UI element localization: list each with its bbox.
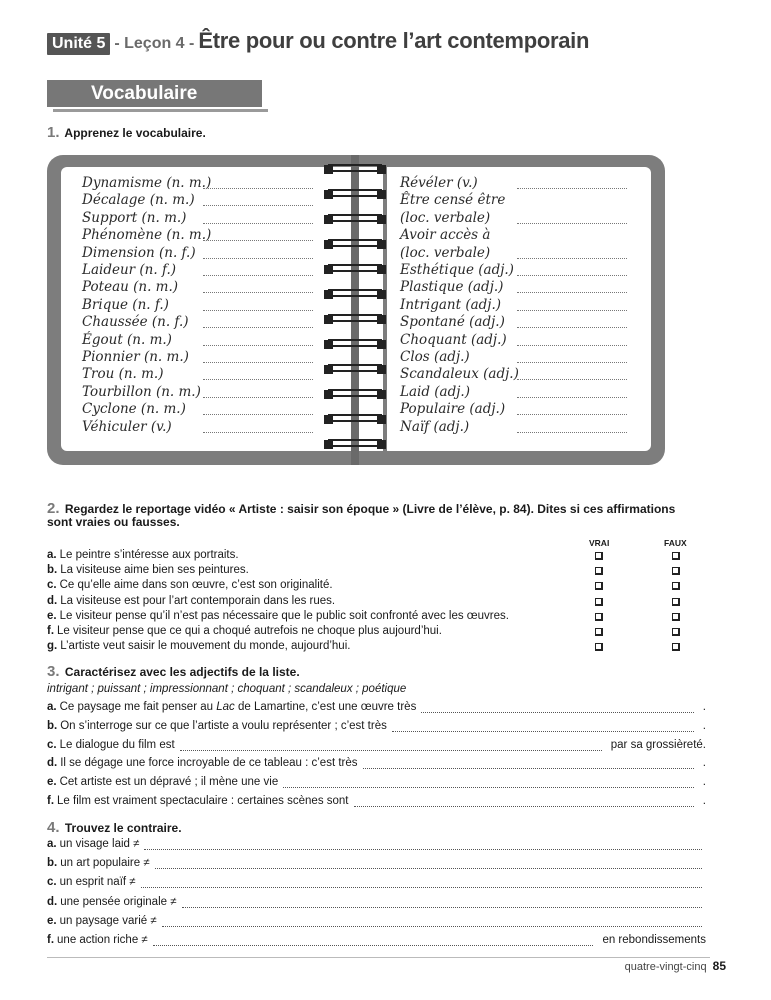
vocab-term: Phénomène (n. m.) [82,227,212,244]
ring-hole-right [377,190,386,199]
ex2-number: 2. [47,500,60,517]
answer-dotted-line[interactable] [203,345,313,346]
vocab-term: Plastique (adj.) [400,279,504,296]
answer-dotted-line[interactable] [203,310,313,311]
ring-wire [328,164,382,172]
ring-wire [328,414,382,422]
vocab-term: Véhiculer (v.) [82,418,172,435]
opposite-prompt: une action riche ≠ [57,934,148,946]
answer-dotted-line[interactable] [141,887,702,888]
item-letter: f. [47,625,55,637]
opposite-row [47,896,177,908]
ring-hole-right [377,265,386,274]
item-letter: d. [47,757,58,770]
answer-dotted-line[interactable] [517,379,627,380]
ring-wire [328,239,382,247]
ring-hole-right [377,440,386,449]
answer-dotted-line[interactable] [283,787,694,788]
true-checkbox[interactable] [595,582,603,590]
answer-dotted-line[interactable] [517,397,627,398]
answer-dotted-line[interactable] [517,345,627,346]
false-checkbox[interactable] [672,552,680,560]
sentence-start: Ce paysage me fait penser au [59,701,214,713]
answer-dotted-line[interactable] [182,907,702,908]
ring-wire [328,264,382,272]
answer-dotted-line[interactable] [203,379,313,380]
false-checkbox[interactable] [672,567,680,575]
item-letter: c. [47,876,57,889]
opposite-row [47,915,157,927]
ring-wire [328,339,382,347]
vocab-term: Être censé être [400,192,506,209]
col-head-true: VRAI [589,538,610,548]
true-checkbox[interactable] [595,628,603,636]
item-letter: a. [47,701,57,713]
ring-hole-right [377,315,386,324]
ex1-title [47,124,206,141]
spiral-ring [324,363,386,375]
answer-dotted-line[interactable] [517,258,627,259]
vocab-term: (loc. verbale) [400,209,491,226]
sentence-continuation: de Lamartine, c’est une œuvre très [237,701,417,713]
page-footer [625,959,726,973]
col-head-false: FAUX [664,538,687,548]
lesson-label: - Leçon 4 - [114,35,195,52]
fill-in-row [47,795,349,807]
ex4-instruction: Trouvez le contraire. [64,821,182,835]
vocab-term: Pionnier (n. m.) [82,349,189,365]
item-letter: e. [47,609,57,622]
answer-dotted-line[interactable] [203,188,313,189]
answer-dotted-line[interactable] [203,240,313,241]
page-title: Être pour ou contre l’art contemporain [198,28,590,53]
ex2-instruction-line2: sont vraies ou fausses. [47,515,180,529]
item-letter: f. [47,795,55,807]
answer-dotted-line[interactable] [203,292,313,293]
opposite-row [47,857,150,869]
item-letter: c. [47,579,57,592]
ring-wire [328,364,382,372]
true-checkbox[interactable] [595,598,603,606]
statement-row [47,549,239,561]
page-number: 85 [712,959,726,973]
ex2-instruction-line1: Regardez le reportage vidéo « Artiste : saisir son époque » (Livre de l’élève, p. 84). Dites si ces affirmations [64,502,676,516]
ring-hole-right [377,340,386,349]
opposite-prompt: un esprit naïf ≠ [59,876,136,889]
answer-dotted-line[interactable] [203,223,313,224]
statement-row [47,595,335,607]
item-letter: a. [47,549,57,561]
vocab-term: Laid (adj.) [400,383,470,400]
opposite-prompt: une pensée originale ≠ [60,895,177,908]
statement-text: Ce qu’elle aime dans son œuvre, c’est son originalité. [59,579,333,592]
answer-dotted-line[interactable] [517,292,627,293]
vocab-term: Support (n. m.) [82,209,187,226]
statement-text: Le peintre s’intéresse aux portraits. [59,549,239,561]
false-checkbox[interactable] [672,643,680,651]
sentence-title-italic: Lac [216,701,235,713]
vocab-term: Choquant (adj.) [400,331,507,348]
sentence-start: Cet artiste est un dépravé ; il mène une vie [59,776,279,789]
vocab-term: Naïf (adj.) [400,418,470,435]
vocab-term: Cyclone (n. m.) [82,401,186,418]
spiral-ring [324,413,386,425]
ex1-number: 1. [47,124,60,141]
item-letter: b. [47,564,58,577]
ex1-instruction: Apprenez le vocabulaire. [64,126,206,140]
vocab-term: Révéler (v.) [400,175,478,191]
statement-row [47,610,509,622]
page-number-words: quatre-vingt-cinq [624,961,707,973]
opposite-prompt: un visage laid ≠ [59,838,140,850]
answer-dotted-line[interactable] [517,275,627,276]
vocab-term: Spontané (adj.) [400,314,505,331]
fill-in-row [47,720,387,732]
false-checkbox[interactable] [672,598,680,606]
statement-row [47,564,249,576]
vocab-term: Populaire (adj.) [400,401,506,418]
answer-dotted-line[interactable] [203,432,313,433]
vocab-term: Dimension (n. f.) [82,244,196,261]
vocab-term: Égout (n. m.) [82,331,172,348]
spiral-ring [324,188,386,200]
vocab-term: Laideur (n. f.) [82,262,177,278]
statement-text: La visiteuse aime bien ses peintures. [60,564,249,577]
answer-dotted-line[interactable] [517,223,627,224]
vocab-term: Trou (n. m.) [82,366,164,383]
unit-badge: Unité 5 [47,33,110,55]
sentence-end: en rebondissements [602,934,706,946]
answer-dotted-line[interactable] [517,414,627,415]
answer-dotted-line[interactable] [203,275,313,276]
sentence-end: . [702,776,706,789]
sentence-end: par sa grossièreté. [610,738,706,751]
vocab-term: Dynamisme (n. m.) [82,175,212,191]
spiral-ring [324,213,386,225]
ring-wire [328,314,382,322]
vocab-term: (loc. verbale) [400,244,491,261]
spiral-rings [324,163,386,463]
answer-dotted-line[interactable] [203,327,313,328]
sentence-end: . [702,719,706,732]
sentence-end: . [702,701,706,713]
vocab-term: Décalage (n. m.) [82,192,195,209]
footer-divider [47,957,710,958]
sentence-end: . [702,757,706,770]
item-letter: b. [47,719,58,732]
ring-hole-right [377,165,386,174]
spiral-ring [324,338,386,350]
ring-wire [328,289,382,297]
vocab-term: Brique (n. f.) [82,296,169,313]
item-letter: a. [47,838,57,850]
true-checkbox[interactable] [595,613,603,621]
opposite-prompt: un art populaire ≠ [60,857,150,870]
ex3-instruction: Caractérisez avec les adjectifs de la liste. [64,665,300,679]
answer-dotted-line[interactable] [203,397,313,398]
opposite-row [47,876,136,888]
answer-dotted-line[interactable] [203,414,313,415]
vocab-term: Esthétique (adj.) [400,262,514,278]
ex4-title [47,819,182,836]
false-checkbox[interactable] [672,582,680,590]
vocab-term: Chaussée (n. f.) [82,314,189,331]
item-letter: e. [47,914,57,927]
item-letter: c. [47,738,57,751]
item-letter: g. [47,640,58,653]
true-checkbox[interactable] [595,643,603,651]
answer-dotted-line[interactable] [180,750,602,751]
ring-wire [328,214,382,222]
spiral-ring [324,238,386,250]
answer-dotted-line[interactable] [354,806,694,807]
statement-row [47,579,333,591]
fill-in-row [47,739,175,751]
answer-dotted-line[interactable] [517,362,627,363]
ring-wire [328,189,382,197]
sentence-start: Le dialogue du film est [59,738,175,751]
ring-hole-right [377,390,386,399]
item-letter: d. [47,895,58,908]
vocab-term: Poteau (n. m.) [82,279,179,296]
answer-dotted-line[interactable] [517,327,627,328]
ex2-title-line2 [47,515,180,529]
opposite-row [47,934,148,946]
item-letter: b. [47,857,58,870]
answer-dotted-line[interactable] [153,945,593,946]
ring-hole-right [377,290,386,299]
ring-hole-right [377,240,386,249]
answer-dotted-line[interactable] [517,310,627,311]
statement-text: Le visiteur pense que ce qui a choqué autrefois ne choque plus aujourd’hui. [57,625,442,637]
true-checkbox[interactable] [595,552,603,560]
answer-dotted-line[interactable] [363,768,694,769]
true-checkbox[interactable] [595,567,603,575]
fill-in-row [47,757,358,769]
vocabulary-notebook [47,155,665,465]
vocab-term: Tourbillon (n. m.) [82,383,201,400]
statement-text: L’artiste veut saisir le mouvement du monde, aujourd’hui. [60,640,351,653]
vocab-term: Clos (adj.) [400,349,470,365]
ring-wire [328,389,382,397]
statement-text: Le visiteur pense qu’il n’est pas nécessaire que le public soit confronté avec les œuvres. [59,609,509,622]
ex3-title [47,663,300,680]
statement-row [47,640,350,652]
statement-row [47,625,442,637]
false-checkbox[interactable] [672,628,680,636]
sentence-end: . [702,795,706,807]
answer-dotted-line[interactable] [155,868,702,869]
vocab-term: Intrigant (adj.) [400,296,502,313]
sentence-start: On s’interroge sur ce que l’artiste a voulu représenter ; c’est très [60,719,387,732]
fill-in-row [47,776,278,788]
spiral-ring [324,388,386,400]
spiral-ring [324,163,386,175]
ring-hole-right [377,365,386,374]
opposite-row [47,838,139,850]
spiral-ring [324,438,386,450]
ring-wire [328,439,382,447]
ex3-number: 3. [47,663,60,680]
answer-dotted-line[interactable] [203,258,313,259]
answer-dotted-line[interactable] [203,205,313,206]
item-letter: f. [47,934,55,946]
answer-dotted-line[interactable] [517,188,627,189]
vocabulary-banner: Vocabulaire [47,80,262,107]
adjective-word-list: intrigant ; puissant ; impressionnant ; choquant ; scandaleux ; poétique [47,683,407,695]
spiral-ring [324,313,386,325]
sentence-start: Il se dégage une force incroyable de ce tableau : c’est très [60,757,358,770]
vocab-term: Scandaleux (adj.) [400,366,519,383]
page-header [47,28,589,60]
ring-hole-right [377,415,386,424]
spiral-ring [324,288,386,300]
item-letter: e. [47,776,57,789]
answer-dotted-line[interactable] [203,362,313,363]
answer-dotted-line[interactable] [144,849,702,850]
spiral-ring [324,263,386,275]
sentence-start: Le film est vraiment spectaculaire : certaines scènes sont [57,795,349,807]
answer-dotted-line[interactable] [162,926,702,927]
item-letter: d. [47,594,58,607]
answer-dotted-line[interactable] [421,712,694,713]
ex4-number: 4. [47,819,60,836]
answer-dotted-line[interactable] [517,432,627,433]
opposite-prompt: un paysage varié ≠ [59,914,157,927]
statement-text: La visiteuse est pour l’art contemporain dans les rues. [60,594,336,607]
vocab-term: Avoir accès à [400,227,491,244]
ring-hole-right [377,215,386,224]
fill-in-row [47,701,416,713]
answer-dotted-line[interactable] [392,731,694,732]
false-checkbox[interactable] [672,613,680,621]
